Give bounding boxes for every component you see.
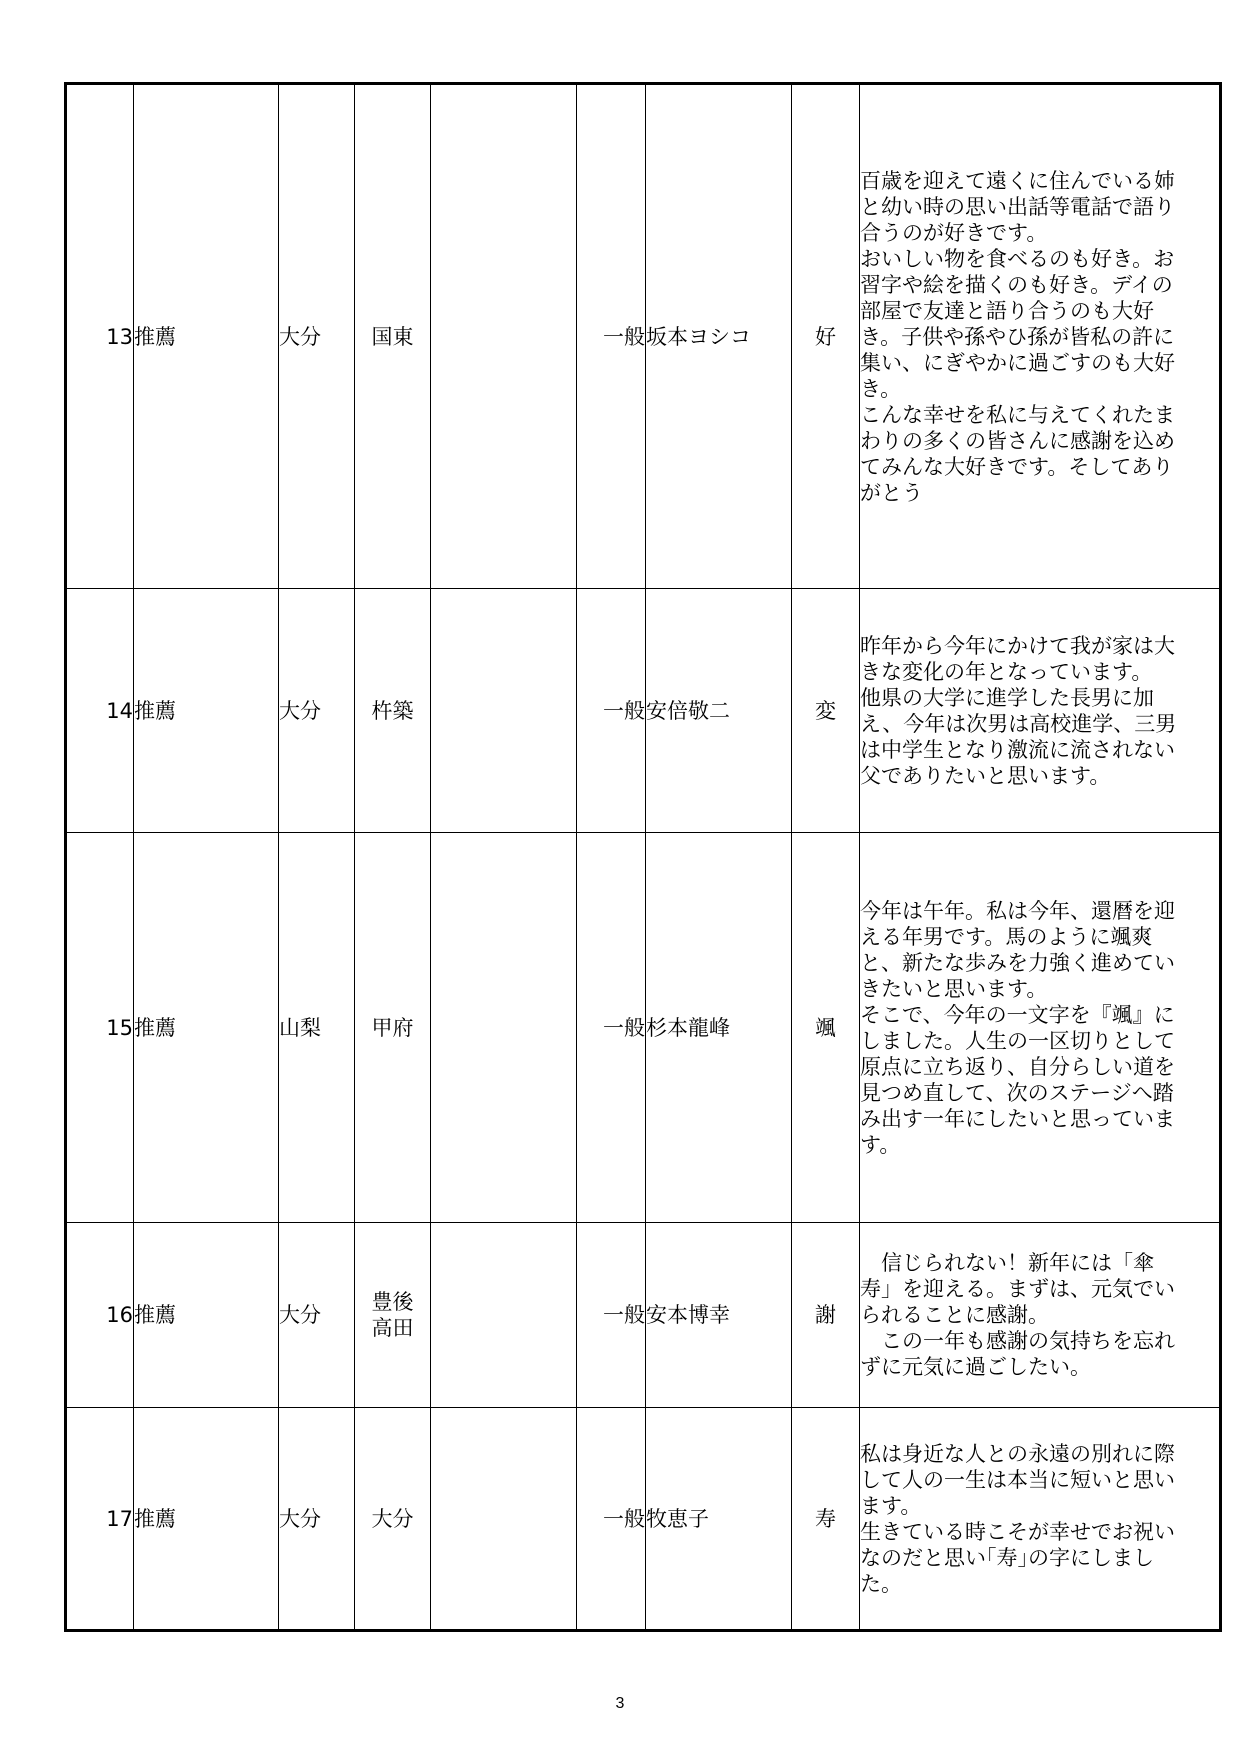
entries-table	[64, 82, 1222, 1632]
message-line: き。子供や孫やひ孫が皆私の許に	[860, 324, 1175, 349]
entry-kanji: 謝	[792, 1223, 860, 1408]
entry-type: 一般	[577, 833, 646, 1223]
entry-message	[860, 833, 1221, 1223]
entry-type: 一般	[577, 84, 646, 589]
entry-prefecture: 大分	[279, 1223, 355, 1408]
table-row	[66, 833, 1221, 1223]
entry-name: 杉本龍峰	[646, 833, 792, 1223]
city-line: 豊後	[371, 1290, 414, 1314]
message-line: 習字や絵を描くのも好き。デイの	[860, 272, 1173, 297]
message-line: 寿」を迎える。まずは、元気でい	[860, 1277, 1175, 1301]
entry-kanji: 好	[792, 84, 860, 589]
entry-kanji: 寿	[792, 1408, 860, 1631]
entry-type: 一般	[577, 1408, 646, 1631]
message-line: み出す一年にしたいと思っていま	[860, 1106, 1175, 1131]
entry-prefecture: 大分	[279, 589, 355, 833]
message-line: ずに元気に過ごしたい。	[860, 1355, 1091, 1379]
table-row	[66, 589, 1221, 833]
message-line: られることに感謝。	[860, 1303, 1049, 1327]
message-line: 信じられない！新年には「傘	[860, 1251, 1154, 1275]
message-line: と幼い時の思い出話等電話で語り	[860, 194, 1175, 219]
entry-kanji: 颯	[792, 833, 860, 1223]
message-line: そこで、今年の一文字を『颯』に	[860, 1002, 1175, 1027]
entry-number: 14	[66, 589, 134, 833]
entry-name: 安本博幸	[646, 1223, 792, 1408]
entry-category: 推薦	[134, 1223, 279, 1408]
message-line: 合うのが好きです。	[860, 220, 1048, 245]
table-row	[66, 1408, 1221, 1631]
message-line: 見つめ直して、次のステージへ踏	[860, 1080, 1174, 1105]
message-line: 他県の大学に進学した長男に加	[860, 685, 1154, 710]
message-line: 部屋で友達と語り合うのも大好	[860, 298, 1154, 323]
entry-type: 一般	[577, 589, 646, 833]
entry-number: 17	[66, 1408, 134, 1631]
message-line: 原点に立ち返り、自分らしい道を	[860, 1054, 1175, 1079]
entry-message	[860, 589, 1221, 833]
message-line: 私は身近な人との永遠の別れに際	[860, 1441, 1175, 1466]
entry-blank-cell	[431, 1223, 577, 1408]
message-line: がとう	[860, 480, 923, 505]
message-line: して人の一生は本当に短いと思い	[860, 1467, 1175, 1492]
message-line: 父でありたいと思います。	[860, 763, 1111, 788]
entry-name: 安倍敬二	[646, 589, 792, 833]
entry-city: 国東	[355, 84, 431, 589]
entry-category: 推薦	[134, 833, 279, 1223]
message-line: 百歳を迎えて遠くに住んでいる姉	[860, 168, 1175, 193]
message-line: え、今年は次男は高校進学、三男	[860, 711, 1177, 736]
message-line: 生きている時こそが幸せでお祝い	[860, 1519, 1175, 1544]
entry-blank-cell	[431, 1408, 577, 1631]
entry-name: 牧恵子	[646, 1408, 792, 1631]
entry-city: 杵築	[355, 589, 431, 833]
entry-blank-cell	[431, 84, 577, 589]
message-line: なのだと思い｢寿｣の字にしまし	[860, 1545, 1154, 1570]
message-line: しました。人生の一区切りとして	[860, 1028, 1175, 1053]
entry-category: 推薦	[134, 1408, 279, 1631]
message-line: す。	[860, 1132, 901, 1157]
entry-name: 坂本ヨシコ	[646, 84, 792, 589]
entry-number: 13	[66, 84, 134, 589]
entry-prefecture: 大分	[279, 1408, 355, 1631]
entry-kanji: 変	[792, 589, 860, 833]
message-line: える年男です。馬のように颯爽	[860, 924, 1153, 949]
entry-city: 甲府	[355, 833, 431, 1223]
entry-type: 一般	[577, 1223, 646, 1408]
entry-category: 推薦	[134, 84, 279, 589]
message-line: こんな幸せを私に与えてくれたま	[860, 402, 1175, 427]
message-line: てみんな大好きです。そしてあり	[860, 454, 1174, 479]
entry-message	[860, 1408, 1221, 1631]
entry-prefecture: 山梨	[279, 833, 355, 1223]
entry-message	[860, 1223, 1221, 1408]
entry-category: 推薦	[134, 589, 279, 833]
entry-city	[355, 1223, 431, 1408]
message-line: た。	[860, 1571, 902, 1596]
message-line: 集い、にぎやかに過ごすのも大好	[860, 350, 1175, 375]
table-row	[66, 84, 1221, 589]
message-line: は中学生となり激流に流されない	[860, 737, 1175, 762]
page-number: 3	[615, 1695, 625, 1712]
entry-number: 15	[66, 833, 134, 1223]
entry-message	[860, 84, 1221, 589]
message-line: 昨年から今年にかけて我が家は大	[860, 633, 1175, 658]
entry-city: 大分	[355, 1408, 431, 1631]
message-line: わりの多くの皆さんに感謝を込め	[860, 428, 1175, 453]
message-line: この一年も感謝の気持ちを忘れ	[860, 1329, 1175, 1353]
entry-blank-cell	[431, 589, 577, 833]
entry-prefecture: 大分	[279, 84, 355, 589]
message-line: き。	[860, 376, 902, 401]
message-line: きな変化の年となっています。	[860, 659, 1153, 684]
message-line: ます。	[860, 1493, 922, 1518]
message-line: きたいと思います。	[860, 976, 1048, 1001]
table-row	[66, 1223, 1221, 1408]
entry-blank-cell	[431, 833, 577, 1223]
message-line: おいしい物を食べるのも好き。お	[860, 246, 1175, 271]
message-line: 今年は午年。私は今年、還暦を迎	[860, 898, 1175, 923]
city-line: 高田	[371, 1316, 414, 1340]
message-line: と、新たな歩みを力強く進めてい	[860, 950, 1175, 975]
entry-number: 16	[66, 1223, 134, 1408]
